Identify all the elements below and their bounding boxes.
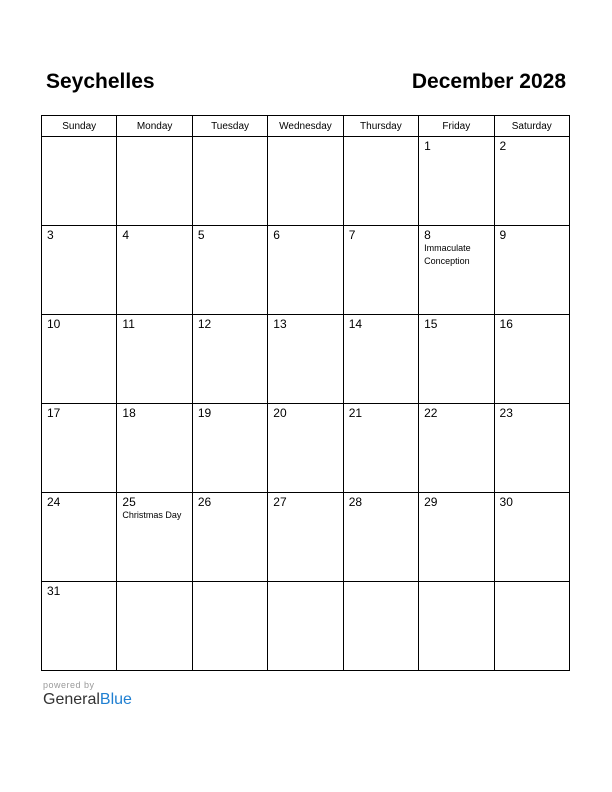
day-number: 6	[273, 228, 280, 242]
day-cell	[268, 226, 343, 315]
calendar-grid	[41, 115, 570, 671]
day-number	[117, 582, 191, 585]
day-cell	[192, 226, 267, 315]
day-number	[268, 137, 342, 140]
day-number: 9	[499, 228, 507, 242]
calendar-header	[46, 70, 566, 100]
country-title: Seychelles	[46, 70, 155, 93]
day-cell	[343, 137, 418, 226]
day-number: 22	[424, 406, 438, 420]
week-row	[42, 226, 570, 315]
day-cell	[268, 315, 343, 404]
day-cell	[494, 582, 569, 671]
weekday-header: Wednesday	[268, 116, 343, 137]
week-row	[42, 404, 570, 493]
day-cell	[419, 315, 494, 404]
week-row	[42, 493, 570, 582]
logo-general-text: General	[43, 691, 100, 708]
weekday-header: Thursday	[343, 116, 418, 137]
day-number: 4	[122, 228, 130, 242]
day-cell	[192, 404, 267, 493]
day-number: 11	[122, 317, 135, 331]
day-cell	[192, 582, 267, 671]
day-cell	[419, 137, 494, 226]
day-number: 30	[499, 495, 513, 509]
day-cell	[343, 226, 418, 315]
day-cell	[117, 493, 192, 582]
day-number: 1	[424, 139, 431, 153]
month-year-title: December 2028	[411, 70, 566, 93]
day-number: 26	[197, 495, 212, 509]
day-number: 19	[197, 406, 212, 420]
day-number: 3	[47, 228, 54, 242]
day-cell	[268, 582, 343, 671]
day-cell	[117, 404, 192, 493]
day-cell	[42, 404, 117, 493]
day-number: 8	[424, 228, 431, 242]
day-cell	[494, 226, 569, 315]
week-row	[42, 137, 570, 226]
footer-branding	[43, 680, 132, 709]
day-cell	[42, 493, 117, 582]
weekday-header: Tuesday	[192, 116, 267, 137]
day-number	[344, 582, 418, 585]
day-number: 27	[273, 495, 287, 509]
weekday-header: Monday	[117, 116, 192, 137]
day-number: 21	[348, 406, 363, 420]
day-cell	[343, 315, 418, 404]
day-cell	[42, 315, 117, 404]
weekday-header: Friday	[419, 116, 494, 137]
weekday-header-row	[42, 116, 570, 137]
day-cell	[42, 137, 117, 226]
day-cell	[117, 315, 192, 404]
day-cell	[268, 137, 343, 226]
day-cell	[268, 493, 343, 582]
day-cell	[192, 315, 267, 404]
day-number: 31	[47, 584, 61, 598]
day-cell	[192, 493, 267, 582]
day-number: 16	[499, 317, 513, 331]
day-number	[495, 582, 569, 585]
day-number	[42, 137, 116, 140]
holiday-label: Immaculate Conception	[424, 243, 471, 266]
day-number: 28	[348, 495, 363, 509]
day-number: 10	[47, 317, 61, 331]
day-cell	[42, 226, 117, 315]
day-cell	[117, 137, 192, 226]
day-cell	[117, 582, 192, 671]
day-number: 17	[47, 406, 61, 420]
day-cell	[42, 582, 117, 671]
day-cell	[419, 582, 494, 671]
day-number	[419, 582, 493, 585]
day-cell	[494, 493, 569, 582]
day-number: 29	[424, 495, 438, 509]
day-cell	[419, 493, 494, 582]
day-number: 2	[499, 139, 507, 153]
day-number	[193, 582, 267, 585]
day-number: 14	[348, 317, 363, 331]
day-number: 18	[122, 406, 136, 420]
day-number	[268, 582, 342, 585]
day-cell	[343, 404, 418, 493]
day-cell	[494, 404, 569, 493]
day-cell	[117, 226, 192, 315]
weekday-header: Saturday	[494, 116, 569, 137]
day-number: 13	[273, 317, 287, 331]
logo-blue-text: Blue	[99, 691, 132, 708]
day-cell	[494, 137, 569, 226]
day-number: 20	[273, 406, 287, 420]
day-cell	[268, 404, 343, 493]
day-number: 15	[424, 317, 438, 331]
day-cell	[419, 404, 494, 493]
day-number: 24	[47, 495, 61, 509]
day-number	[344, 137, 418, 140]
day-cell	[192, 137, 267, 226]
generalblue-logo[interactable]	[43, 691, 132, 709]
powered-by-label: powered by	[43, 680, 95, 690]
day-cell	[343, 493, 418, 582]
week-row	[42, 582, 570, 671]
week-row	[42, 315, 570, 404]
day-number: 7	[348, 228, 356, 242]
day-cell	[494, 315, 569, 404]
weekday-header: Sunday	[42, 116, 117, 137]
day-number: 25	[122, 495, 136, 509]
day-number: 23	[499, 406, 513, 420]
day-number	[193, 137, 267, 140]
day-number	[117, 137, 191, 140]
holiday-label: Christmas Day	[122, 510, 182, 520]
day-cell	[343, 582, 418, 671]
day-cell	[419, 226, 494, 315]
day-number: 12	[197, 317, 212, 331]
day-number: 5	[197, 228, 205, 242]
